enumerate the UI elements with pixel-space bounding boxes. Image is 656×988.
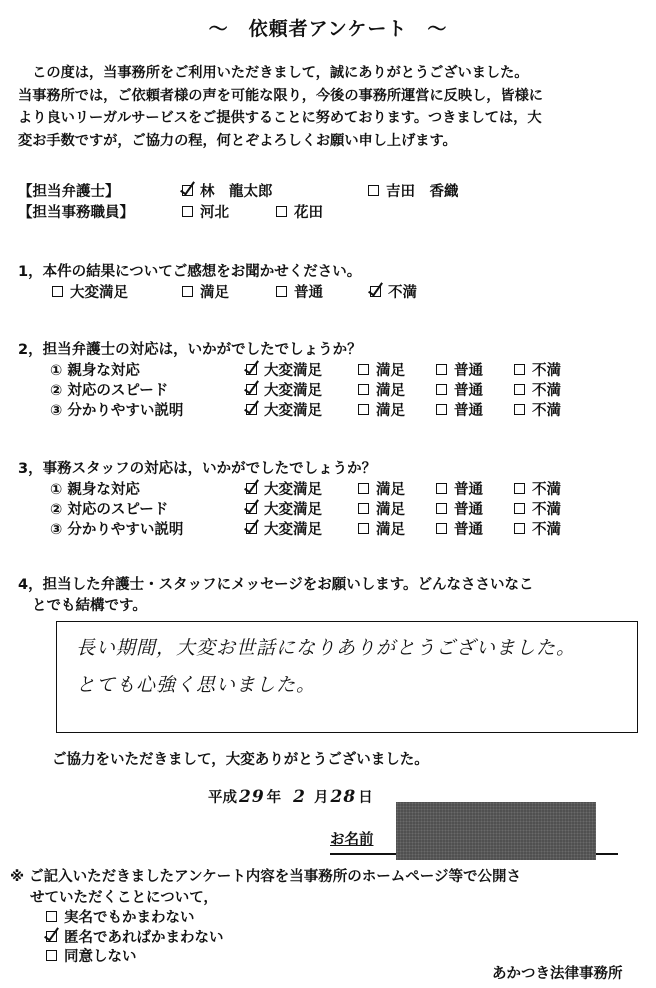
publish-option-decline[interactable]	[46, 945, 137, 966]
q2-rating-option[interactable]	[514, 399, 561, 420]
option-label: 林 龍太郎	[200, 184, 273, 200]
thanks-text: ご協力をいただきまして，大変ありがとうございました。	[52, 752, 429, 768]
option-label: 満足	[376, 363, 405, 379]
q2-item-label: ② 対応のスピード	[50, 383, 169, 399]
message-handwritten-line1: 長い期間，大変お世話になりありがとうございました。	[76, 637, 577, 659]
option-label: 普通	[454, 502, 483, 518]
checkbox[interactable]	[436, 503, 447, 514]
publish-note-line2: せていただくことについて，	[30, 890, 218, 906]
option-label: 不満	[532, 383, 561, 399]
date-era: 平成	[208, 790, 237, 806]
option-label: 不満	[388, 285, 417, 301]
q2-rating-option[interactable]	[358, 379, 405, 400]
option-label: 実名でもかまわない	[64, 910, 195, 926]
option-label: 満足	[376, 502, 405, 518]
q2-rating-option[interactable]	[436, 359, 483, 380]
option-label: 普通	[454, 383, 483, 399]
q2-rating-option[interactable]	[514, 359, 561, 380]
checkbox[interactable]	[514, 404, 525, 415]
q3-rating-option[interactable]	[436, 478, 483, 499]
option-label: 大変満足	[264, 482, 322, 498]
intro-paragraph	[18, 62, 646, 152]
option-label: 不満	[532, 502, 561, 518]
checkbox[interactable]	[358, 384, 369, 395]
checkbox[interactable]	[46, 911, 57, 922]
option-label: 普通	[294, 285, 323, 301]
q2-rating-option[interactable]	[246, 399, 322, 420]
option-label: 満足	[376, 522, 405, 538]
checkbox[interactable]	[514, 384, 525, 395]
checkbox[interactable]	[358, 503, 369, 514]
message-handwritten-line2: とても心強く思いました。	[76, 674, 317, 696]
option-label: 大変満足	[264, 403, 322, 419]
checkbox[interactable]	[246, 404, 257, 415]
lawyer-option-yoshida[interactable]	[368, 180, 459, 201]
intro-line: より良いリーガルサービスをご提供することに努めております。つきましては，大	[18, 110, 542, 126]
checkbox[interactable]	[46, 950, 57, 961]
q4-question-line1: 4，担当した弁護士・スタッフにメッセージをお願いします。どんなささいなこ	[18, 577, 534, 593]
lawyer-option-hayashi[interactable]	[182, 180, 273, 201]
q3-rating-option[interactable]	[246, 498, 322, 519]
checkbox[interactable]	[370, 286, 381, 297]
option-label: 不満	[532, 482, 561, 498]
q3-rating-option[interactable]	[358, 498, 405, 519]
q3-item-label: ③ 分かりやすい説明	[50, 522, 184, 538]
q3-rating-option[interactable]	[514, 498, 561, 519]
checkbox[interactable]	[358, 364, 369, 375]
q2-question: 2，担当弁護士の対応は，いかがでしたでしょうか？	[18, 342, 362, 358]
option-label: 大変満足	[264, 363, 322, 379]
checkbox[interactable]	[514, 523, 525, 534]
intro-line: 当事務所では，ご依頼者様の声を可能な限り，今後の事務所運営に反映し，皆様に	[18, 87, 543, 104]
option-label: 大変満足	[264, 383, 322, 399]
q3-rating-option[interactable]	[246, 478, 322, 499]
checkbox[interactable]	[246, 364, 257, 375]
publish-note-line1: ※ ご記入いただきましたアンケート内容を当事務所のホームページ等で公開さ	[10, 869, 521, 885]
q1-option[interactable]	[182, 281, 229, 302]
checkbox[interactable]	[436, 384, 447, 395]
q2-rating-option[interactable]	[514, 379, 561, 400]
q2-rating-option[interactable]	[246, 379, 322, 400]
q2-item-label: ① 親身な対応	[50, 363, 140, 379]
option-label: 普通	[454, 522, 483, 538]
date-year: 29	[239, 787, 265, 807]
option-label: 不満	[532, 403, 561, 419]
checkbox[interactable]	[246, 384, 257, 395]
option-label: 普通	[454, 482, 483, 498]
q1-option[interactable]	[370, 281, 417, 302]
checkbox[interactable]	[182, 286, 193, 297]
date-month-unit: 月	[314, 790, 329, 806]
checkbox[interactable]	[436, 483, 447, 494]
checkbox[interactable]	[358, 523, 369, 534]
checkbox[interactable]	[368, 185, 379, 196]
publish-option-anonymous[interactable]	[46, 926, 224, 947]
q2-rating-option[interactable]	[436, 379, 483, 400]
q2-rating-option[interactable]	[358, 359, 405, 380]
q3-rating-option[interactable]	[436, 498, 483, 519]
q3-item-label: ① 親身な対応	[50, 482, 140, 498]
checkbox[interactable]	[276, 286, 287, 297]
option-label: 普通	[454, 363, 483, 379]
option-label: 普通	[454, 403, 483, 419]
q3-rating-option[interactable]	[514, 518, 561, 539]
checkbox[interactable]	[246, 503, 257, 514]
option-label: 満足	[376, 383, 405, 399]
publish-option-real-name[interactable]	[46, 906, 195, 927]
checkbox[interactable]	[436, 523, 447, 534]
checkbox[interactable]	[358, 404, 369, 415]
date-month: 2	[293, 787, 307, 807]
checkbox[interactable]	[246, 523, 257, 534]
checkbox[interactable]	[182, 185, 193, 196]
option-label: 満足	[376, 482, 405, 498]
intro-line: この度は，当事務所をご利用いただきまして，誠にありがとうございました。	[18, 65, 529, 81]
q1-option[interactable]	[52, 281, 128, 302]
checkbox[interactable]	[514, 364, 525, 375]
date-year-unit: 年	[266, 790, 282, 806]
q4-question-line2: とでも結構です。	[32, 598, 147, 614]
option-label: 大変満足	[70, 285, 128, 301]
date-day-unit: 日	[358, 790, 373, 806]
option-label: 満足	[376, 403, 405, 419]
q2-rating-option[interactable]	[358, 399, 405, 420]
option-label: 河北	[200, 205, 229, 221]
date-day: 28	[330, 787, 357, 807]
date-line	[208, 786, 373, 807]
checkbox[interactable]	[52, 286, 63, 297]
option-label: 不満	[532, 522, 561, 538]
intro-line: 変お手数ですが，ご協力の程，何とぞよろしくお願い申し上げます。	[18, 132, 457, 149]
checkbox[interactable]	[358, 483, 369, 494]
lawyer-label: 【担当弁護士】	[18, 184, 120, 200]
option-label: 同意しない	[64, 949, 137, 965]
checkbox[interactable]	[276, 206, 287, 217]
q2-rating-option[interactable]	[436, 399, 483, 420]
option-label: 不満	[532, 363, 561, 379]
redacted-name-area	[396, 802, 596, 860]
clerk-label: 【担当事務職員】	[18, 205, 134, 221]
option-label: 匿名であればかまわない	[64, 930, 224, 946]
checkbox[interactable]	[182, 206, 193, 217]
q3-question: 3，事務スタッフの対応は，いかがでしたでしょうか？	[18, 461, 377, 477]
q1-question: 1，本件の結果についてご感想をお聞かせください。	[18, 264, 362, 280]
q3-rating-option[interactable]	[514, 478, 561, 499]
checkbox[interactable]	[436, 364, 447, 375]
q1-option[interactable]	[276, 281, 323, 302]
option-label: 花田	[294, 205, 323, 221]
name-label: お名前	[330, 832, 374, 848]
checkbox[interactable]	[514, 503, 525, 514]
option-label: 満足	[200, 285, 229, 301]
q3-rating-option[interactable]	[358, 478, 405, 499]
q3-rating-option[interactable]	[436, 518, 483, 539]
clerk-option-hanada[interactable]	[276, 201, 323, 222]
option-label: 大変満足	[264, 522, 322, 538]
q2-item-label: ③ 分かりやすい説明	[50, 403, 184, 419]
q3-rating-option[interactable]	[246, 518, 322, 539]
firm-name: あかつき法律事務所	[492, 966, 623, 982]
q3-item-label: ② 対応のスピード	[50, 502, 169, 518]
checkbox[interactable]	[436, 404, 447, 415]
option-label: 吉田 香織	[386, 184, 459, 200]
clerk-option-kawakita[interactable]	[182, 201, 229, 222]
checkbox[interactable]	[246, 483, 257, 494]
checkbox[interactable]	[46, 931, 57, 942]
q3-rating-option[interactable]	[358, 518, 405, 539]
option-label: 大変満足	[264, 502, 322, 518]
checkbox[interactable]	[514, 483, 525, 494]
page-title: ～ 依頼者アンケート ～	[208, 18, 448, 40]
q2-rating-option[interactable]	[246, 359, 322, 380]
